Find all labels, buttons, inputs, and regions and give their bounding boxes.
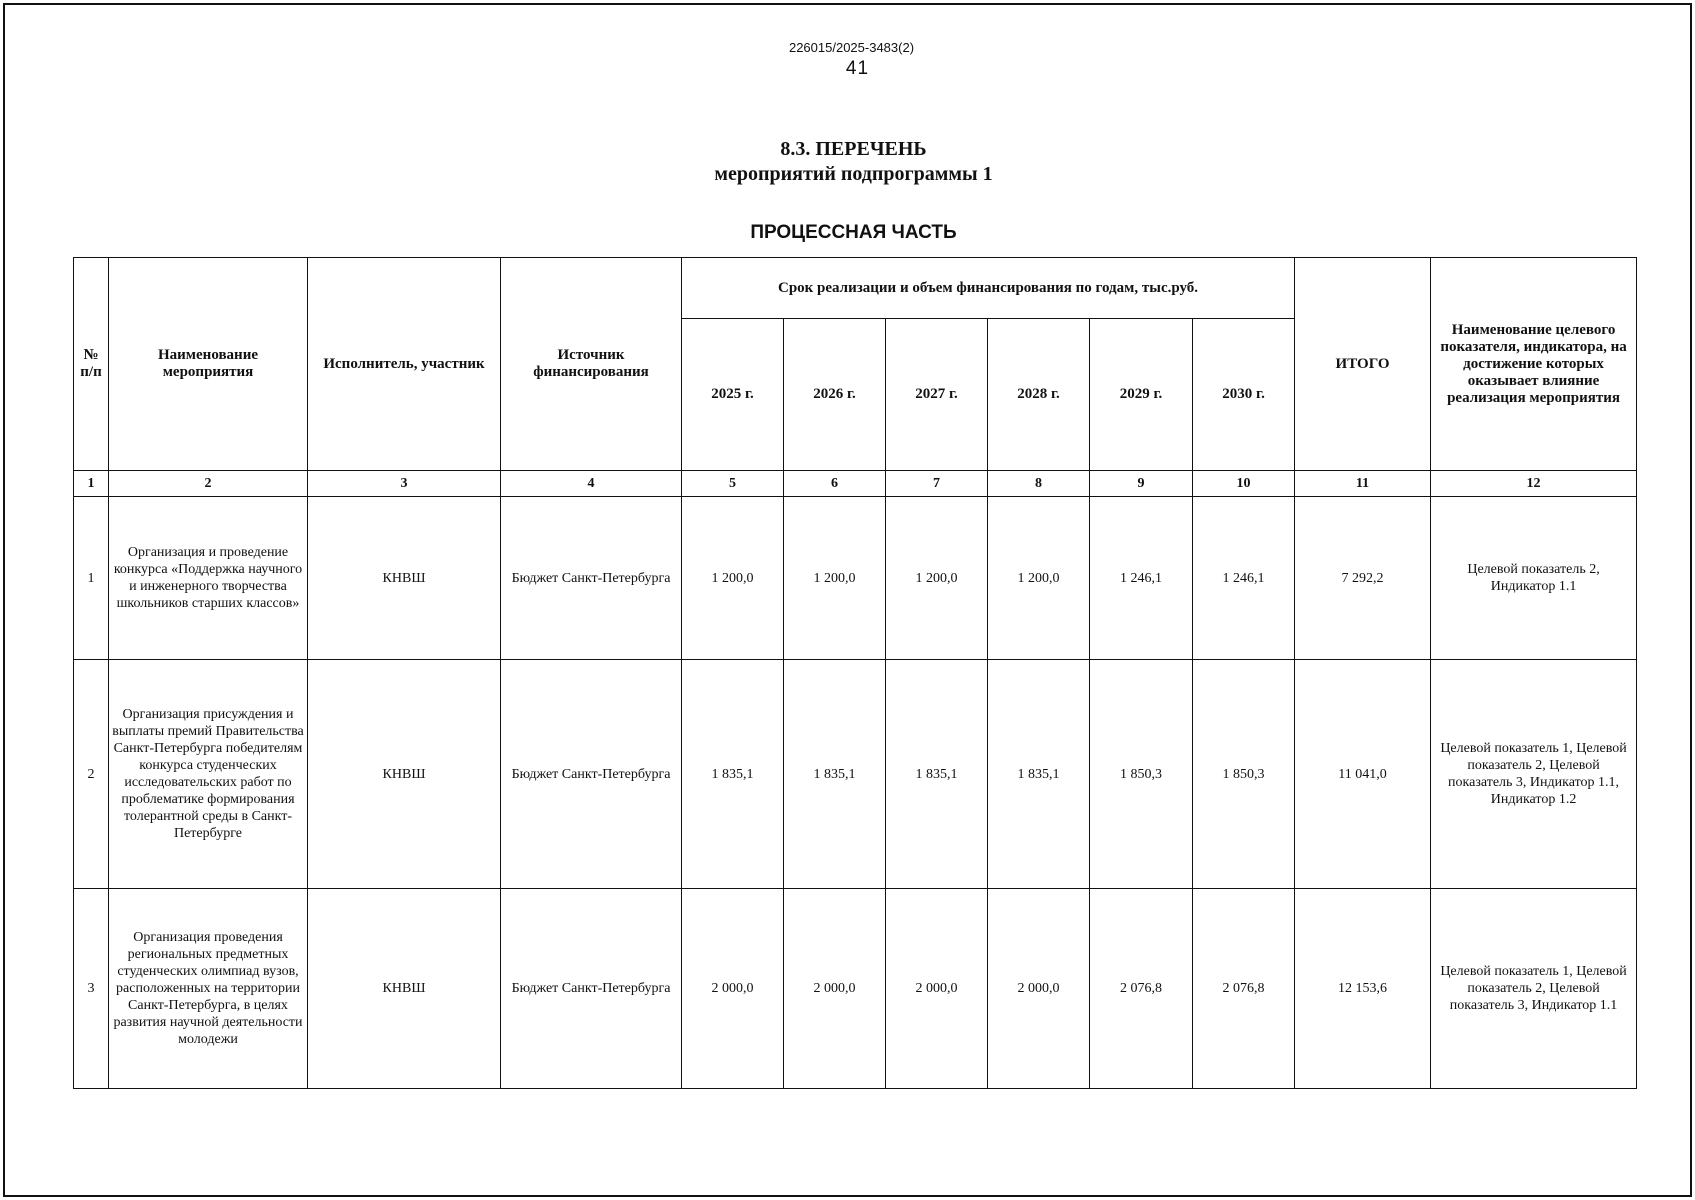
activity-name: Организация и проведение конкурса «Поддержка научного и инженерного творчества школьников старших классов» <box>109 497 308 660</box>
target-indicators: Целевой показатель 1, Целевой показатель 2, Целевой показатель 3, Индикатор 1.1, Индикатор 1.2 <box>1431 660 1637 889</box>
header-num: № п/п <box>74 258 109 471</box>
year-value: 1 850,3 <box>1193 660 1295 889</box>
year-value: 2 000,0 <box>886 889 988 1089</box>
executor: КНВШ <box>308 889 501 1089</box>
target-indicators: Целевой показатель 1, Целевой показатель 2, Целевой показатель 3, Индикатор 1.1 <box>1431 889 1637 1089</box>
total-value: 7 292,2 <box>1295 497 1431 660</box>
column-number: 4 <box>501 471 682 497</box>
header-name: Наименование мероприятия <box>109 258 308 471</box>
header-year: 2026 г. <box>784 319 886 471</box>
executor: КНВШ <box>308 660 501 889</box>
header-year: 2028 г. <box>988 319 1090 471</box>
row-num: 1 <box>74 497 109 660</box>
header-year: 2025 г. <box>682 319 784 471</box>
column-number: 10 <box>1193 471 1295 497</box>
row-num: 3 <box>74 889 109 1089</box>
header-total: ИТОГО <box>1295 258 1431 471</box>
column-number: 5 <box>682 471 784 497</box>
activities-table <box>73 257 1637 1089</box>
column-number-row <box>74 471 1637 497</box>
header-year: 2030 г. <box>1193 319 1295 471</box>
activity-name: Организация проведения региональных предметных студенческих олимпиад вузов, расположенных на территории Санкт-Петербурга, в целях развития научной деятельности молодежи <box>109 889 308 1089</box>
column-number: 3 <box>308 471 501 497</box>
registration-number: 226015/2025-3483(2) <box>788 40 915 55</box>
document-subtitle: мероприятий подпрограммы 1 <box>714 163 993 185</box>
year-value: 1 200,0 <box>886 497 988 660</box>
year-value: 1 835,1 <box>784 660 886 889</box>
header-year: 2029 г. <box>1090 319 1193 471</box>
column-number: 12 <box>1431 471 1637 497</box>
document-title: 8.3. ПЕРЕЧЕНЬ <box>780 138 927 160</box>
column-number: 1 <box>74 471 109 497</box>
section-title: ПРОЦЕССНАЯ ЧАСТЬ <box>750 222 957 243</box>
column-number: 11 <box>1295 471 1431 497</box>
funding-source: Бюджет Санкт-Петербурга <box>501 660 682 889</box>
year-value: 1 200,0 <box>784 497 886 660</box>
table-row <box>74 497 1637 660</box>
year-value: 1 200,0 <box>988 497 1090 660</box>
page-number: 41 <box>845 58 870 79</box>
year-value: 1 200,0 <box>682 497 784 660</box>
row-num: 2 <box>74 660 109 889</box>
year-value: 2 000,0 <box>784 889 886 1089</box>
year-value: 1 246,1 <box>1193 497 1295 660</box>
year-value: 1 835,1 <box>988 660 1090 889</box>
header-executor: Исполнитель, участник <box>308 258 501 471</box>
column-number: 9 <box>1090 471 1193 497</box>
column-number: 2 <box>109 471 308 497</box>
executor: КНВШ <box>308 497 501 660</box>
year-value: 1 850,3 <box>1090 660 1193 889</box>
year-value: 2 076,8 <box>1193 889 1295 1089</box>
table-row <box>74 660 1637 889</box>
header-period: Срок реализации и объем финансирования по годам, тыс.руб. <box>682 258 1295 319</box>
header-source: Источник финансирования <box>501 258 682 471</box>
year-value: 1 835,1 <box>886 660 988 889</box>
column-number: 7 <box>886 471 988 497</box>
year-value: 2 000,0 <box>988 889 1090 1089</box>
year-value: 2 000,0 <box>682 889 784 1089</box>
header-year: 2027 г. <box>886 319 988 471</box>
total-value: 11 041,0 <box>1295 660 1431 889</box>
total-value: 12 153,6 <box>1295 889 1431 1089</box>
funding-source: Бюджет Санкт-Петербурга <box>501 497 682 660</box>
year-value: 2 076,8 <box>1090 889 1193 1089</box>
header-target: Наименование целевого показателя, индикатора, на достижение которых оказывает влияние реализация мероприятия <box>1431 258 1637 471</box>
funding-source: Бюджет Санкт-Петербурга <box>501 889 682 1089</box>
year-value: 1 246,1 <box>1090 497 1193 660</box>
activity-name: Организация присуждения и выплаты премий Правительства Санкт-Петербурга победителям конкурса студенческих исследовательских работ по проблематике формирования толерантной среды в Санкт-Петербурге <box>109 660 308 889</box>
target-indicators: Целевой показатель 2, Индикатор 1.1 <box>1431 497 1637 660</box>
year-value: 1 835,1 <box>682 660 784 889</box>
column-number: 6 <box>784 471 886 497</box>
table-row <box>74 889 1637 1089</box>
column-number: 8 <box>988 471 1090 497</box>
